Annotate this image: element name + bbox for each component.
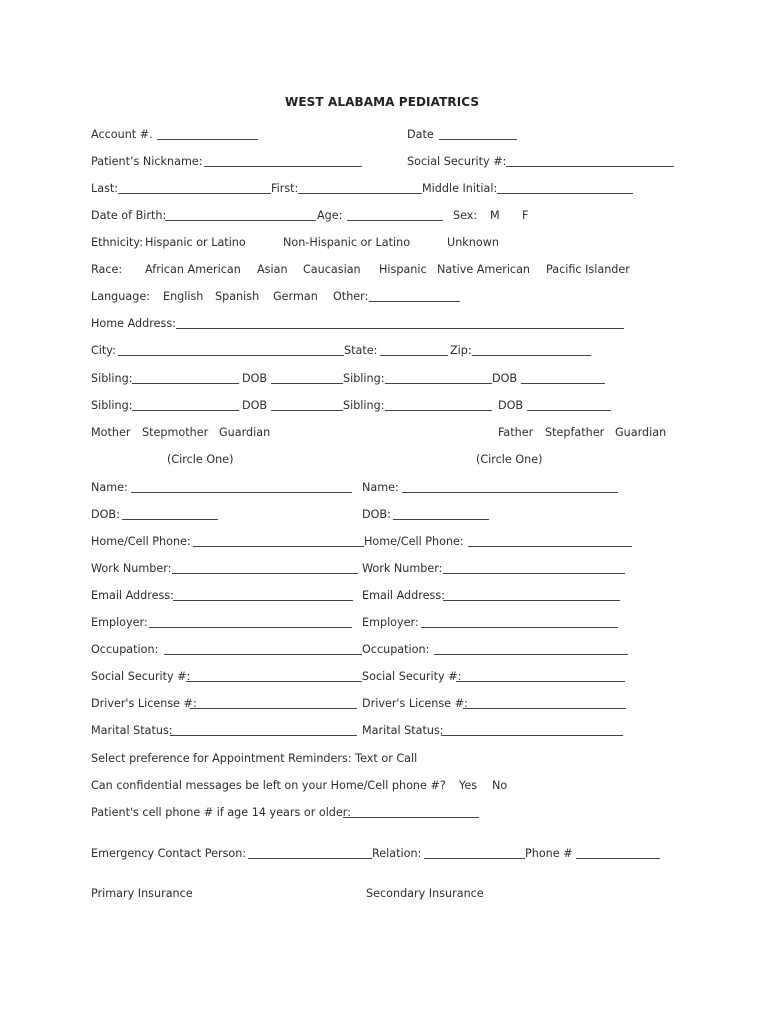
sibling-3-label: Sibling: [91,399,133,412]
language-option-english[interactable]: English [163,290,204,303]
parent2-email-field[interactable] [443,600,620,601]
confidential-yes-option[interactable]: Yes [459,779,478,792]
parent1-employer-label: Employer: [91,616,148,629]
home-address-field[interactable] [176,328,624,329]
sibling-2-field[interactable] [385,383,492,384]
parent2-employer-label: Employer: [362,616,419,629]
parent1-dob-label: DOB: [91,508,120,521]
parent1-ssn-label: Social Security #: [91,670,191,683]
sex-option-m[interactable]: M [490,209,500,222]
language-other-label: Other: [333,290,369,303]
parent1-name-label: Name: [91,481,128,494]
last-name-field[interactable] [118,193,271,194]
race-option-caucasian[interactable]: Caucasian [303,263,361,276]
confidential-no-option[interactable]: No [492,779,508,792]
sibling-3-dob-field[interactable] [271,410,343,411]
sibling-2-dob-label: DOB [492,372,518,385]
first-name-label: First: [271,182,299,195]
parent1-occupation-label: Occupation: [91,643,159,656]
parent1-license-label: Driver's License #: [91,697,197,710]
parent1-phone-label: Home/Cell Phone: [91,535,191,548]
patient-cell-field[interactable] [343,817,479,818]
parent2-occupation-label: Occupation: [362,643,430,656]
sibling-4-field[interactable] [385,410,492,411]
race-option-pacific-islander[interactable]: Pacific Islander [546,263,630,276]
first-name-field[interactable] [298,193,422,194]
middle-initial-field[interactable] [497,193,633,194]
age-label: Age: [317,209,343,222]
sibling-1-label: Sibling: [91,372,133,385]
parent2-option-stepfather[interactable]: Stepfather [545,426,605,439]
race-label: Race: [91,263,123,276]
ethnicity-label: Ethnicity: [91,236,143,249]
home-address-label: Home Address: [91,317,176,330]
race-option-asian[interactable]: Asian [257,263,288,276]
primary-insurance-heading: Primary Insurance [91,887,193,900]
language-option-spanish[interactable]: Spanish [215,290,260,303]
parent2-phone-field[interactable] [468,546,632,547]
sibling-4-label: Sibling: [343,399,385,412]
parent2-license-label: Driver's License #: [362,697,468,710]
age-field[interactable] [347,220,443,221]
language-other-field[interactable] [369,301,460,302]
parent2-circle-one: (Circle One) [476,453,543,466]
parent1-circle-one: (Circle One) [167,453,234,466]
parent2-dob-label: DOB: [362,508,391,521]
parent1-license-field[interactable] [190,708,357,709]
form-title: WEST ALABAMA PEDIATRICS [285,95,480,109]
ssn-field[interactable] [506,166,674,167]
sibling-2-dob-field[interactable] [521,383,605,384]
patient-cell-label: Patient's cell phone # if age 14 years or older: [91,806,351,819]
ethnicity-option-unknown[interactable]: Unknown [447,236,499,249]
zip-label: Zip: [450,344,472,357]
account-field[interactable] [157,139,258,140]
ssn-label: Social Security #: [407,155,507,168]
sibling-3-field[interactable] [132,410,239,411]
parent1-employer-field[interactable] [149,627,352,628]
city-field[interactable] [118,355,344,356]
language-option-german[interactable]: German [273,290,318,303]
dob-field[interactable] [165,220,316,221]
language-label: Language: [91,290,150,303]
emergency-phone-field[interactable] [576,858,660,859]
middle-initial-label: Middle Initial: [422,182,498,195]
nickname-field[interactable] [204,166,362,167]
race-option-native-american[interactable]: Native American [437,263,531,276]
parent2-name-label: Name: [362,481,399,494]
relation-label: Relation: [372,847,422,860]
parent1-email-label: Email Address: [91,589,174,602]
last-name-label: Last: [91,182,119,195]
parent1-option-guardian[interactable]: Guardian [219,426,271,439]
parent2-phone-label: Home/Cell Phone: [364,535,464,548]
relation-field[interactable] [424,858,525,859]
reminder-preference-text[interactable]: Select preference for Appointment Reminders: Text or Call [91,752,418,765]
parent2-occupation-field[interactable] [434,654,628,655]
parent2-work-field[interactable] [443,573,625,574]
sibling-4-dob-field[interactable] [527,410,611,411]
sibling-3-dob-label: DOB [242,399,268,412]
state-label: State: [344,344,378,357]
parent2-name-field[interactable] [402,492,618,493]
dob-label: Date of Birth: [91,209,167,222]
zip-field[interactable] [472,355,591,356]
confidential-messages-question: Can confidential messages be left on your Home/Cell phone #? [91,779,446,792]
parent1-email-field[interactable] [173,600,353,601]
parent2-employer-field[interactable] [421,627,618,628]
parent1-dob-field[interactable] [122,519,218,520]
parent2-marital-field[interactable] [441,735,623,736]
secondary-insurance-heading: Secondary Insurance [366,887,484,900]
state-field[interactable] [380,355,448,356]
sex-label: Sex: [453,209,478,222]
date-field[interactable] [439,139,517,140]
emergency-contact-label: Emergency Contact Person: [91,847,247,860]
parent1-marital-label: Marital Status: [91,724,173,737]
sibling-1-dob-label: DOB [242,372,268,385]
emergency-contact-field[interactable] [248,858,372,859]
parent1-work-field[interactable] [172,573,358,574]
parent1-option-stepmother[interactable]: Stepmother [142,426,209,439]
race-option-african-american[interactable]: African American [145,263,241,276]
sibling-1-field[interactable] [132,383,239,384]
sibling-4-dob-label: DOB [498,399,524,412]
parent1-work-label: Work Number: [91,562,172,575]
ethnicity-option-non-hispanic[interactable]: Non-Hispanic or Latino [283,236,411,249]
city-label: City: [91,344,116,357]
parent1-option-mother[interactable]: Mother [91,426,131,439]
parent2-option-guardian[interactable]: Guardian [615,426,667,439]
account-label: Account #. [91,128,153,141]
parent2-marital-label: Marital Status: [362,724,444,737]
parent2-ssn-label: Social Security #: [362,670,462,683]
parent1-marital-field[interactable] [170,735,357,736]
ethnicity-option-hispanic[interactable]: Hispanic or Latino [145,236,246,249]
parent2-license-field[interactable] [463,708,626,709]
emergency-phone-label: Phone # [525,847,573,860]
parent2-option-father[interactable]: Father [498,426,534,439]
parent1-ssn-field[interactable] [186,681,362,682]
parent2-email-label: Email Address: [362,589,445,602]
sibling-2-label: Sibling: [343,372,385,385]
nickname-label: Patient’s Nickname: [91,155,203,168]
sex-option-f[interactable]: F [522,209,529,222]
parent1-phone-field[interactable] [193,546,364,547]
parent2-work-label: Work Number: [362,562,443,575]
race-option-hispanic[interactable]: Hispanic [379,263,427,276]
parent1-name-field[interactable] [131,492,352,493]
date-label: Date [407,128,434,141]
sibling-1-dob-field[interactable] [271,383,343,384]
parent1-occupation-field[interactable] [164,654,362,655]
parent2-ssn-field[interactable] [456,681,625,682]
parent2-dob-field[interactable] [393,519,489,520]
